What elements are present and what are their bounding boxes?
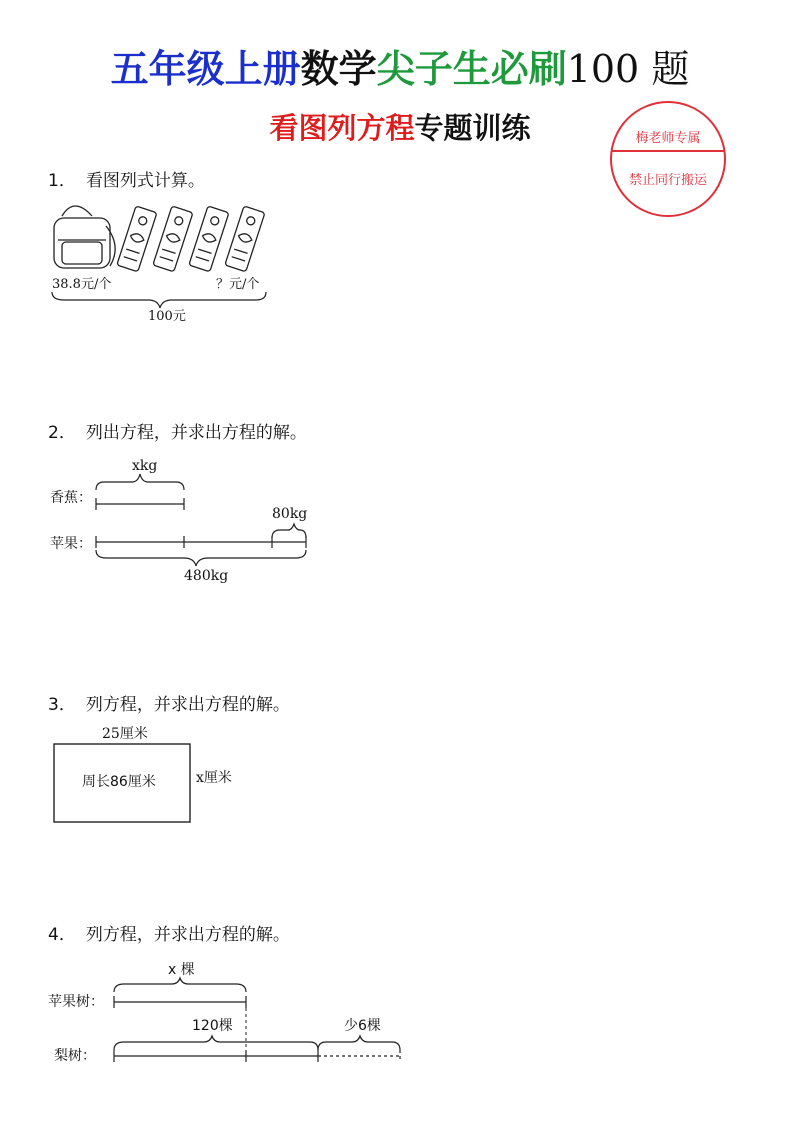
pencil-case-price-label: ？元/个 (216, 277, 260, 292)
pear-tree-row-label: 梨树： (54, 1048, 96, 1064)
subtitle-training: 专题训练 (414, 111, 531, 145)
total-brace (96, 550, 306, 566)
subtitle-topic: 看图列方程 (269, 111, 415, 145)
apple-tree-unknown-label: x 棵 (168, 962, 195, 978)
less-six-label: 少6棵 (344, 1018, 381, 1034)
pear-tree-segment (114, 1050, 318, 1062)
question-text: 列方程，并求出方程的解。 (85, 925, 290, 945)
backpack-icon (54, 206, 115, 268)
pencil-case-icon (153, 206, 193, 272)
total-price-label: 100元 (148, 309, 186, 324)
apple-segment (96, 536, 306, 548)
pencil-case-icon (225, 206, 265, 272)
extra-weight-label: 80kg (272, 506, 308, 522)
total-brace (52, 292, 266, 308)
apple-tree-brace (114, 978, 246, 992)
pencil-case-icon (189, 206, 229, 272)
figure-q4 (44, 956, 424, 1076)
page-title (0, 44, 800, 94)
question-3 (48, 690, 290, 715)
question-number: 2． (48, 423, 76, 443)
stamp-divider (612, 150, 724, 152)
stamp-line-2: 禁止同行搬运 (628, 173, 707, 188)
apple-tree-segment (114, 996, 246, 1008)
total-weight-label: 480kg (184, 568, 229, 584)
question-text: 列出方程，并求出方程的解。 (85, 423, 307, 443)
less-six-brace (318, 1036, 400, 1050)
rectangle-height-label: x厘米 (196, 770, 232, 786)
title-part-subject: 数学 (300, 47, 377, 91)
rectangle-width-label: 25厘米 (102, 726, 148, 742)
banana-segment (96, 498, 184, 510)
pear-tree-brace (114, 1036, 318, 1050)
extra-brace (272, 524, 306, 538)
title-part-top-students: 尖子生必刷 (376, 47, 567, 91)
figure-q1 (44, 196, 304, 326)
title-part-grade: 五年级上册 (110, 47, 301, 91)
apple-tree-row-label: 苹果树： (48, 994, 104, 1010)
pencil-case-icon (117, 206, 157, 272)
pear-tree-middle-label: 120棵 (192, 1018, 233, 1034)
copyright-stamp (610, 101, 726, 217)
question-text: 列方程，并求出方程的解。 (85, 695, 290, 715)
question-number: 1． (48, 171, 76, 191)
title-part-count: 100 题 (566, 47, 690, 91)
stamp-line-1: 梅老师专属 (635, 131, 701, 146)
question-number: 3． (48, 695, 76, 715)
figure-q3 (44, 720, 264, 830)
question-number: 4． (48, 925, 76, 945)
banana-unknown-label: xkg (132, 458, 158, 474)
backpack-price-label: 38.8元/个 (52, 277, 112, 292)
banana-row-label: 香蕉： (50, 490, 92, 506)
question-4 (48, 920, 290, 945)
question-1 (48, 166, 205, 191)
figure-q2 (44, 452, 344, 592)
apple-row-label: 苹果： (50, 536, 92, 552)
question-text: 看图列式计算。 (85, 171, 205, 191)
banana-brace (96, 474, 184, 490)
perimeter-label: 周长86厘米 (82, 774, 156, 790)
question-2 (48, 418, 307, 443)
pear-tree-missing-segment (318, 1050, 400, 1062)
